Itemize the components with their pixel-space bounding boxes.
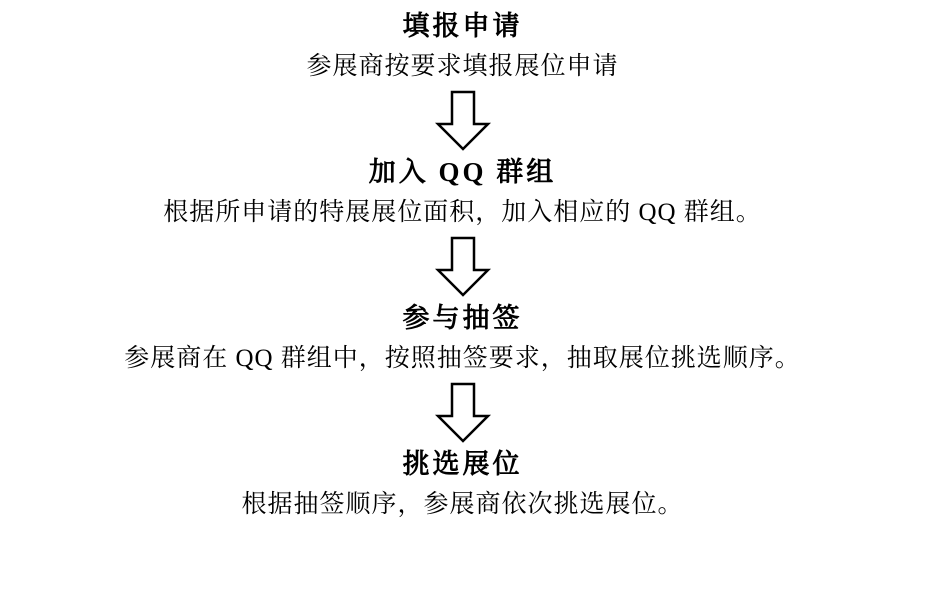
down-arrow-icon <box>428 90 498 152</box>
flow-step-1 <box>0 8 925 86</box>
flow-connector-3 <box>428 382 498 444</box>
step-title: 填报申请 <box>402 11 523 41</box>
flow-step-3 <box>0 300 925 378</box>
step-description: 根据抽签顺序，参展商依次挑选展位。 <box>241 491 684 519</box>
step-title: 挑选展位 <box>402 448 523 479</box>
down-arrow-icon <box>428 236 498 298</box>
down-arrow-icon <box>428 382 498 444</box>
flow-step-4 <box>0 446 925 524</box>
step-description: 参展商在 QQ 群组中，按照抽签要求，抽取展位挑选顺序。 <box>124 345 801 373</box>
step-title: 参与抽签 <box>402 302 523 333</box>
step-description: 参展商按要求填报展位申请 <box>306 53 619 81</box>
step-title: 加入 QQ 群组 <box>368 156 557 187</box>
step-description: 根据所申请的特展展位面积，加入相应的 QQ 群组。 <box>163 199 762 227</box>
flow-step-2 <box>0 154 925 232</box>
flow-connector-1 <box>428 90 498 152</box>
flow-connector-2 <box>428 236 498 298</box>
